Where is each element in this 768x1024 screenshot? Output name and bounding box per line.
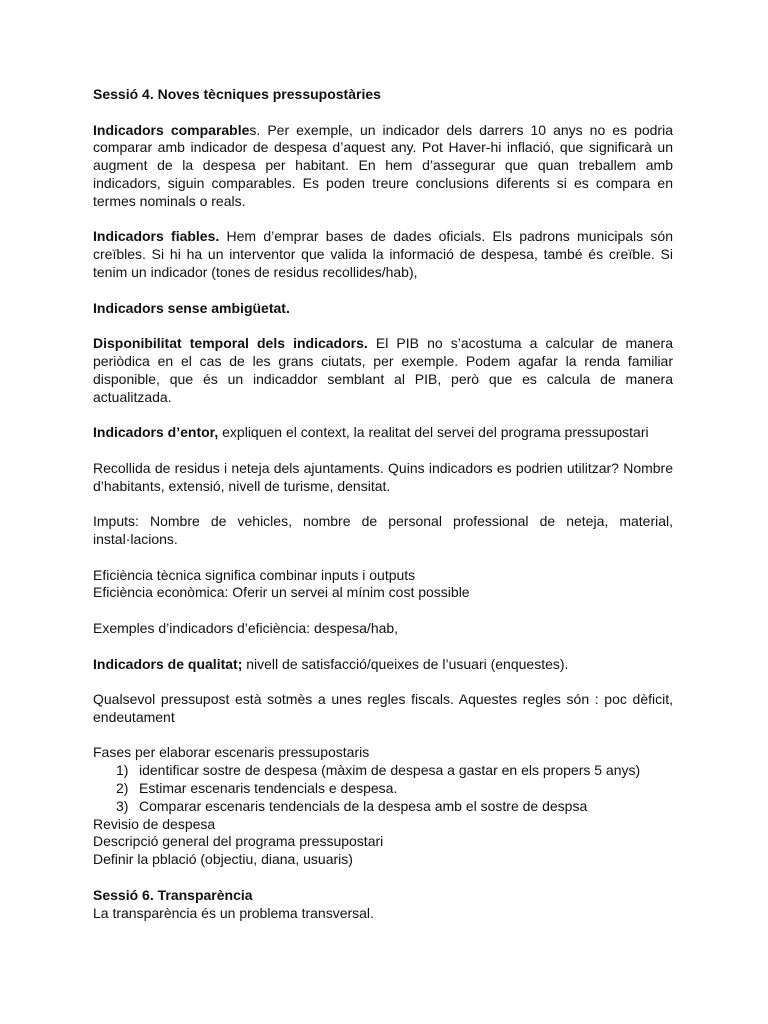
list-number: 1) — [116, 762, 129, 779]
list-item — [93, 780, 673, 798]
text-entorn: expliquen el context, la realitat del servei del programa pressupostari — [218, 424, 649, 441]
term-qualitat: Indicadors de qualitat; — [93, 655, 243, 672]
paragraph-imputs: Imputs: Nombre de vehicles, nombre de personal professional de neteja, material, instal·lacions. — [93, 513, 673, 547]
section-4-title: Sessió 4. Noves tècniques pressupostàries — [93, 86, 381, 102]
paragraph-recollida: Recollida de residus i neteja dels ajuntaments. Quins indicadors es podrien utilitzar? Nombre d’habitants, extensió, nivell de turisme, densitat. — [93, 459, 673, 494]
text-qualitat: nivell de satisfacció/queixes de l’usuari (enquestes). — [242, 655, 569, 672]
paragraph-disponibilitat — [93, 335, 673, 406]
line-definir: Definir la pblació (objectiu, diana, usuaris) — [93, 851, 353, 868]
list-text: Estimar escenaris tendencials e despesa. — [139, 780, 398, 797]
fases-title: Fases per elaborar escenaris pressupostaris — [93, 744, 370, 761]
list-number: 3) — [116, 797, 129, 814]
fases-list — [93, 762, 673, 815]
line-eficiencia-economica: Eficiència econòmica: Oferir un servei al mínim cost possible — [93, 584, 470, 601]
term-disponibilitat: Disponibilitat temporal dels indicadors. — [93, 335, 368, 352]
paragraph-exemples: Exemples d’indicadors d’eficiència: despesa/hab, — [93, 619, 399, 636]
term-fiables: Indicadors fiables. — [93, 228, 220, 245]
line-revisio: Revisio de despesa — [93, 815, 216, 832]
section-6-title: Sessió 6. Transparència — [93, 886, 253, 903]
text-comparables: s. Per exemple, un indicador dels darrers 10 anys no es podria comparar amb indicador de despesa d’aquest any. Pot Haver-hi inflació, que significarà un augment de la despesa per habitant. En hem d’assegurar que quan treballem amb indicadors, siguin comparables. Es poden treure conclusions diferents si es compara en termes nominals o reals. — [93, 121, 673, 209]
text-fiables: Hem d’emprar bases de dades oficials. Els padrons municipals són creïbles. Si hi ha un interventor que valida la informació de despesa, també és creïble. Si tenim un indicador (tones de residus recollides/hab), — [93, 228, 673, 280]
paragraph-comparables — [93, 122, 673, 211]
section-6-text: La transparència és un problema transversal. — [93, 904, 374, 921]
list-text: Comparar escenaris tendencials de la despesa amb el sostre de despsa — [139, 797, 588, 814]
paragraph-fiables — [93, 228, 673, 281]
document-page — [93, 86, 673, 922]
paragraph-qualitat — [93, 656, 673, 674]
term-entorn: Indicadors d’entor, — [93, 424, 219, 441]
list-item — [93, 762, 673, 780]
line-descripcio: Descripció general del programa pressupostari — [93, 833, 384, 850]
list-item — [93, 798, 673, 816]
list-text: identificar sostre de despesa (màxim de despesa a gastar en els propers 5 anys) — [139, 762, 641, 779]
paragraph-pressupost: Qualsevol pressupost està sotmès a unes regles fiscals. Aquestes regles són : poc dèficit, endeutament — [93, 691, 673, 725]
list-number: 2) — [116, 780, 129, 797]
term-comparables: Indicadors comparable — [93, 121, 250, 138]
term-ambiguetat: Indicadors sense ambigüetat. — [93, 299, 290, 316]
text-disponibilitat: El PIB no s’acostuma a calcular de manera periòdica en el cas de les grans ciutats, per exemple. Podem agafar la renda familiar disponible, que és un indicaddor semblant al PIB, però que es calcula de manera actualitzada. — [93, 335, 674, 405]
paragraph-entorn — [93, 424, 673, 442]
line-eficiencia-tecnica: Eficiència tècnica significa combinar inputs i outputs — [93, 566, 416, 583]
